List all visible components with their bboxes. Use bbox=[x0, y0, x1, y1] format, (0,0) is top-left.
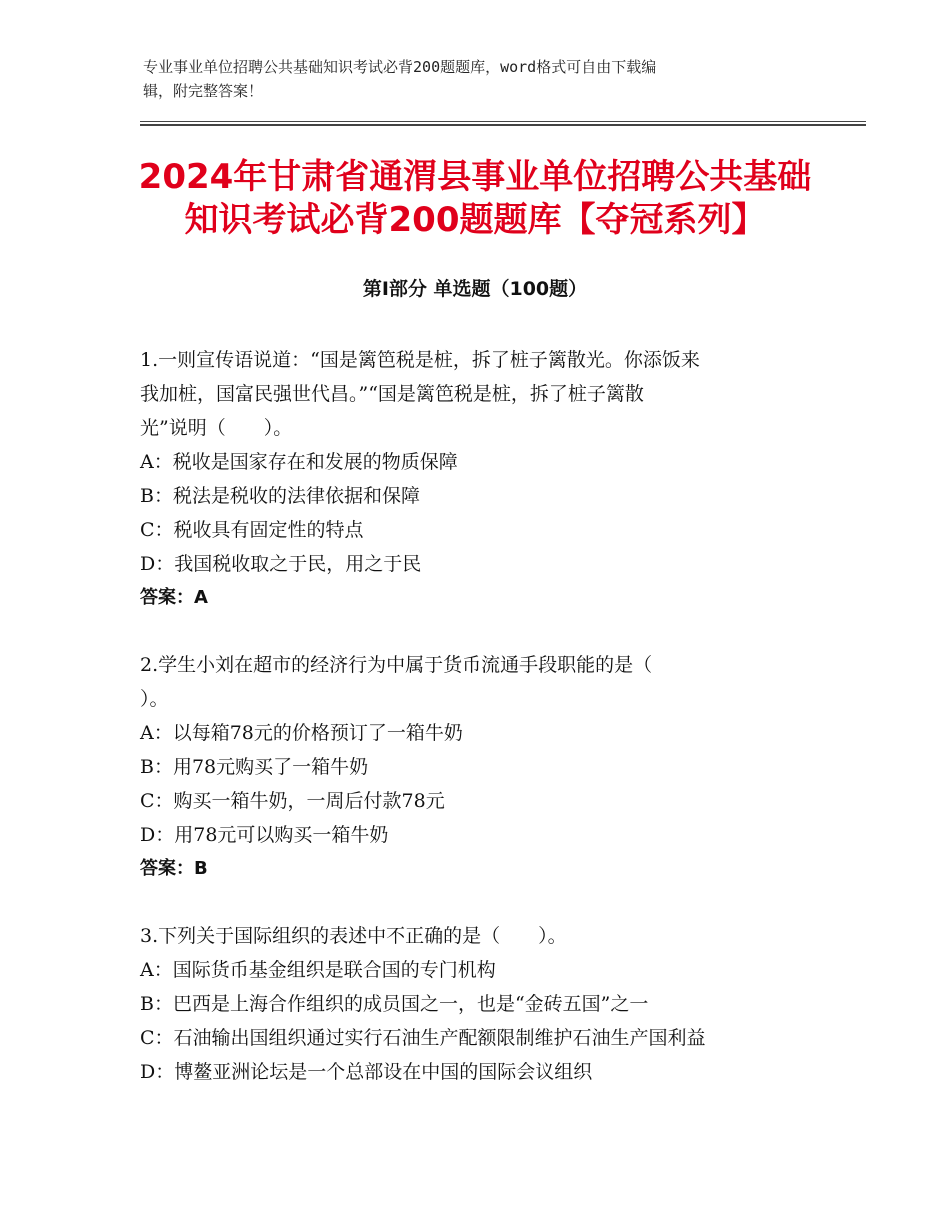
option-c: C：购买一箱牛奶，一周后付款78元 bbox=[140, 790, 445, 812]
document-title-line: 2024年甘肃省通渭县事业单位招聘公共基础 bbox=[138, 157, 812, 197]
header-divider-thin bbox=[140, 121, 866, 122]
option-d: D：用78元可以购买一箱牛奶 bbox=[140, 824, 389, 846]
question-stem-line: 2.学生小刘在超市的经济行为中属于货币流通手段职能的是（ bbox=[140, 654, 653, 676]
header-note bbox=[143, 55, 823, 103]
question-stem-line: 1.一则宣传语说道：“国是篱笆税是桩，拆了桩子篱散光。你添饭来 bbox=[140, 349, 700, 371]
option-c: C：税收具有固定性的特点 bbox=[140, 519, 364, 541]
option-a: A：税收是国家存在和发展的物质保障 bbox=[140, 451, 458, 473]
document-title-line: 知识考试必背200题题库【夺冠系列】 bbox=[184, 200, 766, 240]
section-title: 第Ⅰ部分 单选题（100题） bbox=[362, 278, 588, 300]
question-stem-line: ）。 bbox=[140, 688, 169, 710]
question-3 bbox=[140, 919, 840, 1089]
option-a: A：国际货币基金组织是联合国的专门机构 bbox=[140, 959, 496, 981]
question-stem-line: 3.下列关于国际组织的表述中不正确的是（ ）。 bbox=[140, 925, 567, 947]
question-list bbox=[140, 343, 840, 1122]
option-d: D：博鳌亚洲论坛是一个总部设在中国的国际会议组织 bbox=[140, 1061, 593, 1083]
question-1 bbox=[140, 343, 840, 615]
answer-line: 答案：B bbox=[140, 858, 208, 879]
question-stem-line: 光”说明（ ）。 bbox=[140, 417, 293, 439]
question-stem-line: 我加桩，国富民强世代昌。”“国是篱笆税是桩，拆了桩子篱散 bbox=[140, 383, 644, 405]
option-b: B：税法是税收的法律依据和保障 bbox=[140, 485, 420, 507]
header-note-line: 专业事业单位招聘公共基础知识考试必背200题题库，word格式可自由下载编 bbox=[143, 58, 657, 76]
header-divider-thick bbox=[140, 124, 866, 126]
option-a: A：以每箱78元的价格预订了一箱牛奶 bbox=[140, 722, 463, 744]
answer-line: 答案：A bbox=[140, 587, 208, 608]
header-note-line: 辑，附完整答案！ bbox=[143, 82, 264, 100]
question-2 bbox=[140, 648, 840, 886]
option-b: B：巴西是上海合作组织的成员国之一，也是“金砖五国”之一 bbox=[140, 993, 649, 1015]
option-c: C：石油输出国组织通过实行石油生产配额限制维护石油生产国利益 bbox=[140, 1027, 706, 1049]
option-d: D：我国税收取之于民，用之于民 bbox=[140, 553, 422, 575]
document-title bbox=[0, 156, 950, 242]
option-b: B：用78元购买了一箱牛奶 bbox=[140, 756, 369, 778]
